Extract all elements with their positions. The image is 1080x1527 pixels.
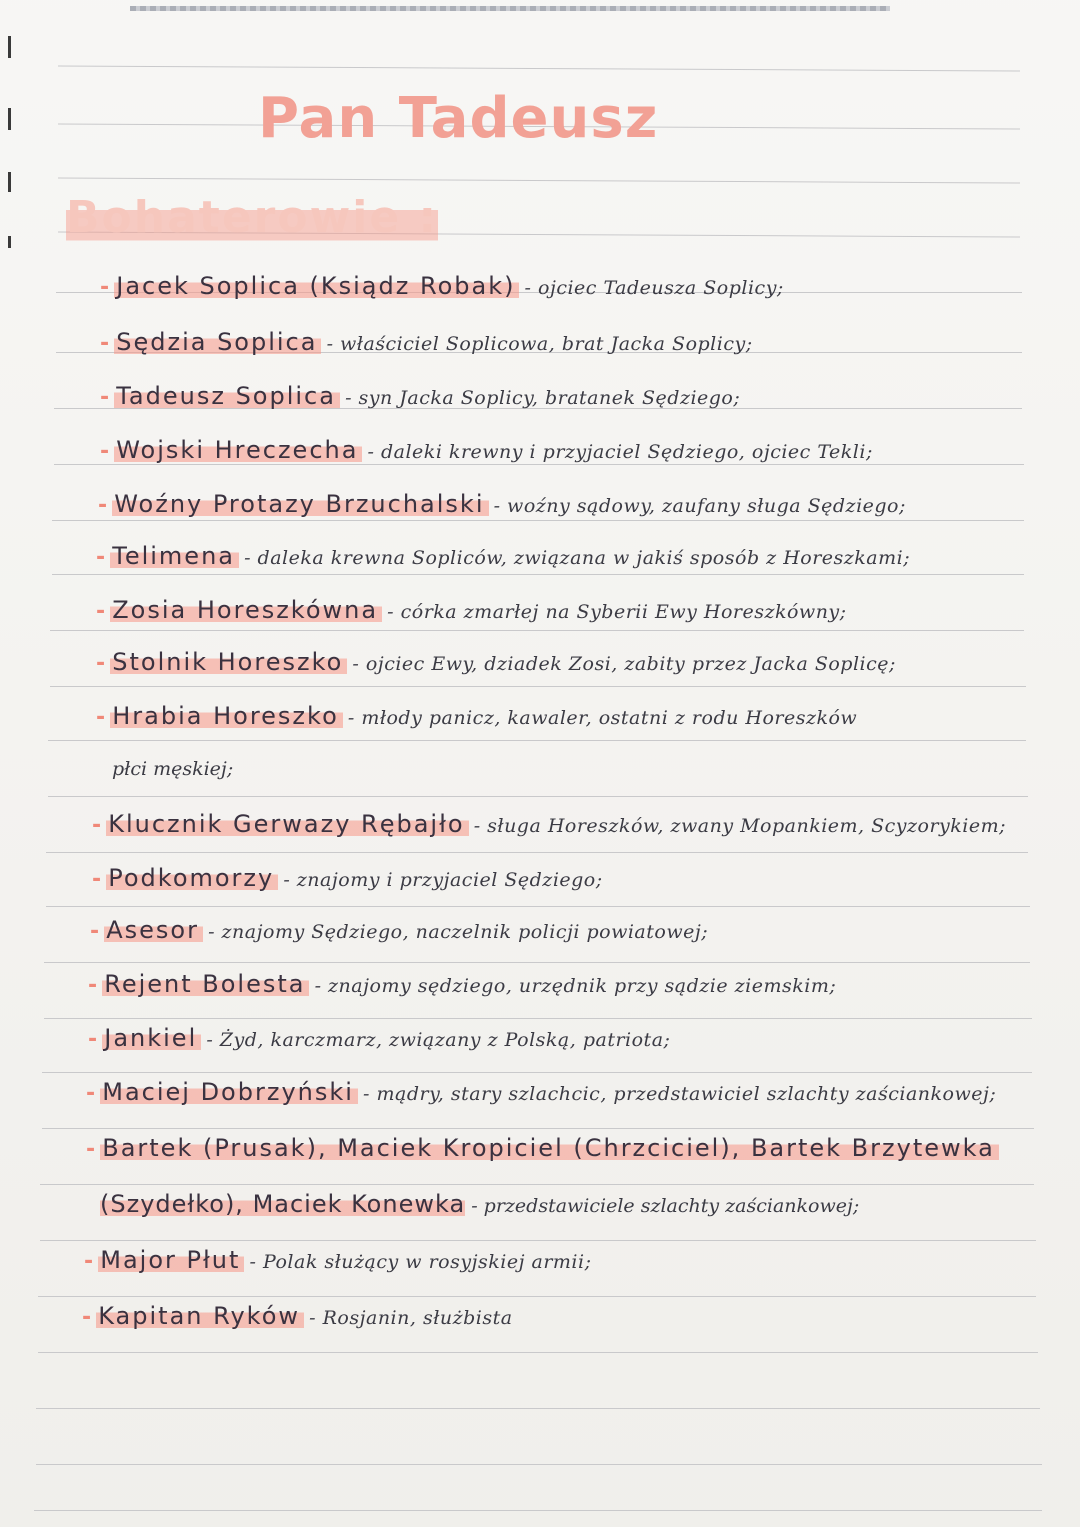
ruled-line [58, 177, 1020, 183]
character-entry [96, 702, 857, 730]
character-description: - ojciec Ewy, dziadek Zosi, zabity przez Jacka Soplicę; [352, 653, 896, 675]
character-name: Telimena [110, 542, 239, 570]
character-entry [96, 542, 910, 570]
ruled-line [36, 1408, 1040, 1409]
character-entry [100, 272, 784, 300]
character-name: Jacek Soplica (Ksiądz Robak) [114, 272, 519, 300]
bullet-dash: - [100, 331, 110, 356]
bullet-dash: - [96, 651, 106, 676]
character-name: Podkomorzy [106, 864, 278, 892]
character-name: (Szydełko), Maciek Konewka [100, 1190, 466, 1218]
character-entry [86, 1078, 996, 1106]
bullet-dash: - [92, 813, 102, 838]
ruled-line [52, 520, 1024, 521]
bullet-dash: - [92, 867, 102, 892]
character-entry-continued [100, 1190, 859, 1218]
character-entry [86, 1134, 999, 1162]
ruled-line [40, 1184, 1034, 1185]
ruled-line [38, 1296, 1036, 1297]
character-description: - znajomy sędziego, urzędnik przy sądzie ziemskim; [314, 975, 837, 997]
character-name: Stolnik Horeszko [110, 648, 347, 676]
page-top-edge [130, 6, 890, 11]
character-name: Sędzia Soplica [114, 328, 321, 356]
bullet-dash: - [88, 1027, 98, 1052]
bullet-dash: - [100, 275, 110, 300]
character-description: - mądry, stary szlachcic, przedstawiciel szlachty zaściankowej; [363, 1083, 997, 1105]
ruled-line [48, 796, 1028, 797]
character-name: Bartek (Prusak), Maciek Kropiciel (Chrzciciel), Bartek Brzytewka [100, 1134, 999, 1162]
character-name: Maciej Dobrzyński [100, 1078, 358, 1106]
bullet-dash: - [98, 493, 108, 518]
character-description: - woźny sądowy, zaufany sługa Sędziego; [493, 495, 906, 517]
character-description: - właściciel Soplicowa, brat Jacka Soplicy; [326, 333, 753, 355]
ruled-line [34, 1510, 1042, 1511]
bullet-dash: - [88, 973, 98, 998]
character-entry [100, 436, 873, 464]
bullet-dash: - [84, 1249, 94, 1274]
character-entry [92, 864, 603, 892]
character-description: - daleki krewny i przyjaciel Sędziego, ojciec Tekli; [367, 441, 873, 463]
character-name: Hrabia Horeszko [110, 702, 343, 730]
character-entry [98, 490, 906, 518]
character-entry [82, 1302, 513, 1330]
bullet-dash: - [90, 919, 100, 944]
ruled-line [40, 1240, 1036, 1241]
character-name: Kapitan Ryków [96, 1302, 304, 1330]
ruled-line [38, 1352, 1038, 1353]
bullet-dash: - [100, 439, 110, 464]
ruled-line [44, 962, 1030, 963]
character-entry [96, 648, 896, 676]
character-name: Major Płut [98, 1246, 244, 1274]
ruled-line [44, 1018, 1032, 1019]
character-description: - córka zmarłej na Syberii Ewy Horeszkówny; [387, 601, 847, 623]
character-description: - Żyd, karczmarz, związany z Polską, patriota; [206, 1029, 671, 1051]
character-name: Tadeusz Soplica [114, 382, 340, 410]
bullet-dash: - [86, 1137, 96, 1162]
character-entry [96, 596, 847, 624]
character-description: - syn Jacka Soplicy, bratanek Sędziego; [345, 387, 741, 409]
character-description-continued: płci męskiej; [112, 758, 234, 780]
character-description: - Polak służący w rosyjskiej armii; [249, 1251, 592, 1273]
binder-mark [8, 108, 11, 130]
character-description: - Rosjanin, służbista [309, 1307, 513, 1329]
binder-mark [8, 236, 11, 248]
bullet-dash: - [86, 1081, 96, 1106]
ruled-line [50, 686, 1026, 687]
ruled-line [58, 65, 1020, 71]
character-name: Wojski Hreczecha [114, 436, 362, 464]
character-entry [100, 382, 740, 410]
bullet-dash: - [96, 599, 106, 624]
character-name: Asesor [104, 916, 203, 944]
section-heading [66, 192, 438, 243]
ruled-line [52, 574, 1024, 575]
character-description: - młody panicz, kawaler, ostatni z rodu Horeszków [347, 707, 858, 729]
character-description: - znajomy i przyjaciel Sędziego; [283, 869, 603, 891]
character-description: - przedstawiciele szlachty zaściankowej; [471, 1195, 860, 1217]
ruled-line [50, 630, 1024, 631]
binder-mark [8, 172, 11, 192]
character-name: Klucznik Gerwazy Rębajło [106, 810, 468, 838]
character-entry [90, 916, 708, 944]
character-name: Rejent Bolesta [102, 970, 309, 998]
ruled-line [54, 464, 1024, 465]
ruled-line [42, 1072, 1032, 1073]
binder-mark [8, 36, 11, 58]
bullet-dash: - [82, 1305, 92, 1330]
character-entry [88, 970, 836, 998]
ruled-line [42, 1128, 1034, 1129]
bullet-dash: - [96, 705, 106, 730]
page-title: Pan Tadeusz [258, 86, 659, 151]
character-entry [84, 1246, 591, 1274]
bullet-dash: - [96, 545, 106, 570]
character-entry [100, 328, 753, 356]
character-description: - daleka krewna Sopliców, związana w jakiś sposób z Horeszkami; [244, 547, 911, 569]
character-name: Woźny Protazy Brzuchalski [112, 490, 488, 518]
ruled-line [46, 906, 1030, 907]
character-name: Zosia Horeszkówna [110, 596, 382, 624]
character-entry [92, 810, 1006, 838]
character-description: - sługa Horeszków, zwany Mopankiem, Scyzorykiem; [473, 815, 1007, 837]
character-description: - ojciec Tadeusza Soplicy; [524, 277, 784, 299]
character-description: - znajomy Sędziego, naczelnik policji powiatowej; [208, 921, 709, 943]
ruled-line [48, 740, 1026, 741]
ruled-line [46, 852, 1028, 853]
section-heading-text: Bohaterowie : [66, 192, 439, 243]
character-name: Jankiel [102, 1024, 201, 1052]
bullet-dash: - [100, 385, 110, 410]
character-entry [88, 1024, 670, 1052]
ruled-line [36, 1464, 1042, 1465]
